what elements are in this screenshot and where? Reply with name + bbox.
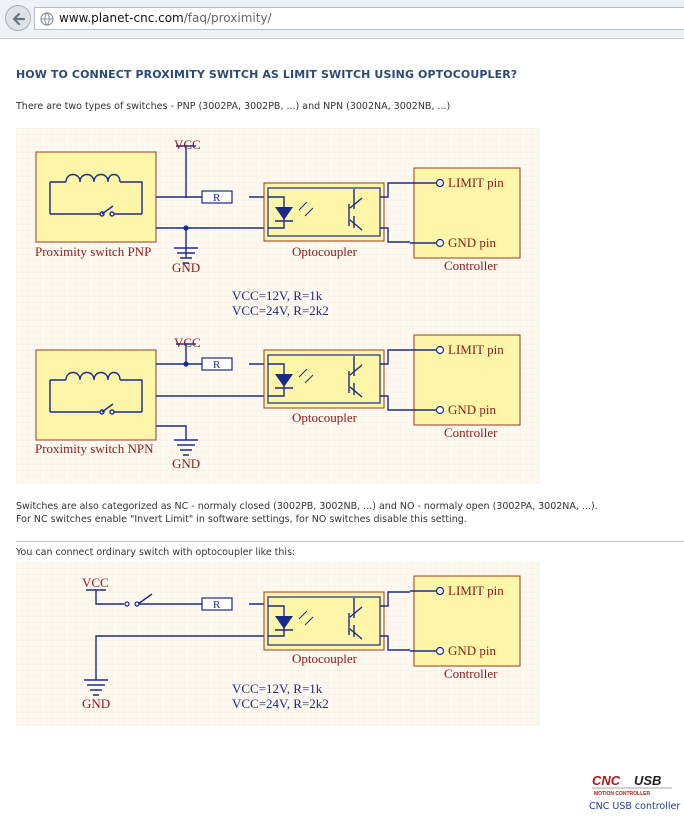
pnp-gnd-pin-label: GND pin bbox=[448, 235, 497, 250]
ordinary-opto-label: Optocoupler bbox=[292, 651, 357, 666]
npn-limit-pin-label: LIMIT pin bbox=[448, 342, 504, 357]
ordinary-resistor-label: R bbox=[213, 599, 221, 611]
npn-opto-label: Optocoupler bbox=[292, 410, 357, 425]
npn-switch-label: Proximity switch NPN bbox=[35, 441, 154, 456]
pnp-controller-label: Controller bbox=[444, 258, 498, 273]
logo-usb-text: USB bbox=[634, 773, 662, 788]
page-title: HOW TO CONNECT PROXIMITY SWITCH AS LIMIT SWITCH USING OPTOCOUPLER? bbox=[16, 68, 518, 81]
logo-sub-text: MOTION CONTROLLER bbox=[594, 791, 651, 797]
ordinary-vcc-label: VCC bbox=[82, 575, 109, 590]
divider bbox=[16, 541, 684, 542]
logo-caption-link[interactable]: CNC USB controller bbox=[589, 801, 681, 812]
pnp-vcc-label: VCC bbox=[174, 137, 201, 152]
intro-text: There are two types of switches - PNP (3002PA, 3002PB, ...) and NPN (3002NA, 3002NB, ...) bbox=[16, 101, 451, 112]
vcc-12-note: VCC=12V, R=1k bbox=[232, 288, 323, 303]
url-text bbox=[59, 11, 272, 25]
url-field[interactable] bbox=[34, 7, 684, 30]
nc-no-text-line2: For NC switches enable "Invert Limit" in software settings, for NO switches disable this setting. bbox=[16, 514, 467, 525]
ordinary-controller-label: Controller bbox=[444, 666, 498, 681]
url-path: /faq/proximity/ bbox=[183, 11, 272, 25]
pnp-npn-diagram bbox=[16, 128, 540, 484]
npn-controller-label: Controller bbox=[444, 425, 498, 440]
pnp-resistor-label: R bbox=[213, 192, 221, 204]
npn-resistor-label: R bbox=[213, 359, 221, 371]
cnc-usb-logo[interactable] bbox=[590, 772, 674, 802]
globe-icon bbox=[40, 12, 54, 26]
npn-vcc-label: VCC bbox=[174, 335, 201, 350]
nc-no-text-line1: Switches are also categorized as NC - normaly closed (3002PB, 3002NB, ...) and NO - normaly open (3002PA, 3002NA, ...). bbox=[16, 501, 598, 512]
ordinary-switch-text: You can connect ordinary switch with optocoupler like this: bbox=[16, 547, 296, 558]
ordinary-vcc-24-note: VCC=24V, R=2k2 bbox=[232, 696, 329, 711]
pnp-switch-label: Proximity switch PNP bbox=[35, 244, 152, 259]
ordinary-switch-diagram bbox=[16, 562, 540, 726]
back-arrow-icon bbox=[11, 11, 27, 27]
pnp-limit-pin-label: LIMIT pin bbox=[448, 175, 504, 190]
pnp-gnd-label: GND bbox=[172, 260, 201, 275]
browser-address-bar bbox=[0, 0, 684, 39]
ordinary-limit-pin-label: LIMIT pin bbox=[448, 583, 504, 598]
npn-gnd-pin-label: GND pin bbox=[448, 402, 497, 417]
url-host: www.planet-cnc.com bbox=[59, 11, 184, 25]
npn-gnd-label: GND bbox=[172, 456, 201, 471]
logo-cnc-text: CNC bbox=[592, 773, 621, 788]
vcc-24-note: VCC=24V, R=2k2 bbox=[232, 303, 329, 318]
back-button[interactable] bbox=[5, 5, 31, 31]
ordinary-gnd-label: GND bbox=[82, 696, 111, 711]
pnp-opto-label: Optocoupler bbox=[292, 244, 357, 259]
ordinary-gnd-pin-label: GND pin bbox=[448, 643, 497, 658]
ordinary-vcc-12-note: VCC=12V, R=1k bbox=[232, 681, 323, 696]
